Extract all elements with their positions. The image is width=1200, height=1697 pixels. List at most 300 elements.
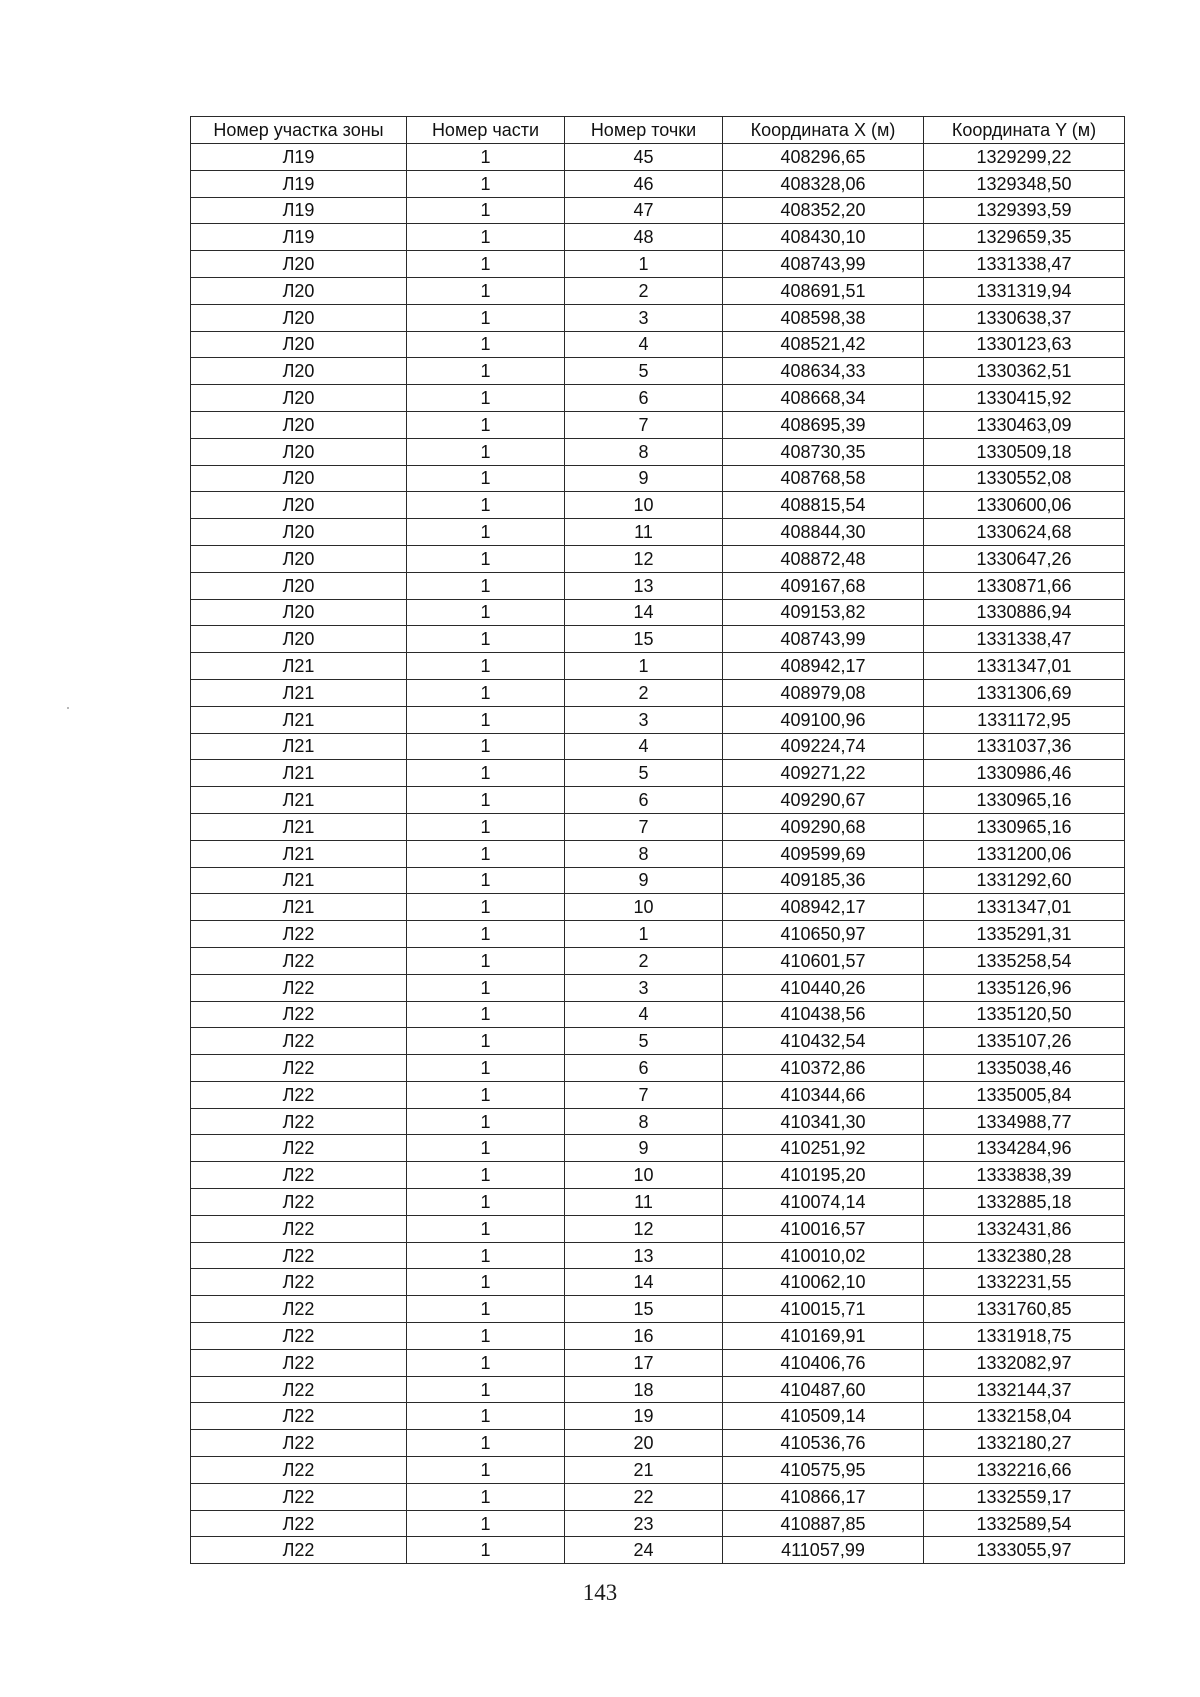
table-row: [191, 1349, 1125, 1376]
cell-coordinate-x: 410601,57: [723, 947, 924, 974]
cell-coordinate-y: 1331918,75: [924, 1323, 1125, 1350]
cell-point-number: 17: [565, 1349, 723, 1376]
cell-zone-section: Л20: [191, 599, 407, 626]
cell-point-number: 48: [565, 224, 723, 251]
cell-coordinate-x: 408768,58: [723, 465, 924, 492]
cell-coordinate-y: 1330647,26: [924, 545, 1125, 572]
cell-part-number: 1: [407, 813, 565, 840]
cell-point-number: 13: [565, 1242, 723, 1269]
table-row: [191, 1323, 1125, 1350]
cell-part-number: 1: [407, 304, 565, 331]
table-row: [191, 465, 1125, 492]
cell-coordinate-x: 408979,08: [723, 679, 924, 706]
cell-coordinate-x: 410015,71: [723, 1296, 924, 1323]
cell-coordinate-y: 1332231,55: [924, 1269, 1125, 1296]
cell-point-number: 9: [565, 465, 723, 492]
cell-coordinate-y: 1331338,47: [924, 251, 1125, 278]
cell-part-number: 1: [407, 1108, 565, 1135]
cell-part-number: 1: [407, 1269, 565, 1296]
table-row: [191, 1430, 1125, 1457]
cell-coordinate-y: 1330463,09: [924, 411, 1125, 438]
cell-coordinate-y: 1333055,97: [924, 1537, 1125, 1564]
table-row: [191, 947, 1125, 974]
cell-coordinate-y: 1331306,69: [924, 679, 1125, 706]
table-row: [191, 679, 1125, 706]
table-row: [191, 1189, 1125, 1216]
cell-zone-section: Л22: [191, 1430, 407, 1457]
cell-coordinate-x: 408942,17: [723, 653, 924, 680]
cell-coordinate-x: 408328,06: [723, 170, 924, 197]
cell-coordinate-x: 410887,85: [723, 1510, 924, 1537]
cell-part-number: 1: [407, 1001, 565, 1028]
table-row: [191, 626, 1125, 653]
table-row: [191, 1483, 1125, 1510]
cell-point-number: 47: [565, 197, 723, 224]
cell-zone-section: Л19: [191, 197, 407, 224]
cell-part-number: 1: [407, 1403, 565, 1430]
cell-point-number: 7: [565, 813, 723, 840]
table-row: [191, 1537, 1125, 1564]
cell-point-number: 3: [565, 974, 723, 1001]
cell-coordinate-y: 1329393,59: [924, 197, 1125, 224]
cell-coordinate-x: 408730,35: [723, 438, 924, 465]
cell-point-number: 14: [565, 1269, 723, 1296]
table-row: [191, 1242, 1125, 1269]
table-row: [191, 572, 1125, 599]
cell-coordinate-x: 408521,42: [723, 331, 924, 358]
cell-zone-section: Л22: [191, 1296, 407, 1323]
cell-coordinate-x: 410341,30: [723, 1108, 924, 1135]
cell-coordinate-y: 1333838,39: [924, 1162, 1125, 1189]
cell-part-number: 1: [407, 1457, 565, 1484]
cell-coordinate-y: 1331319,94: [924, 277, 1125, 304]
table-row: [191, 894, 1125, 921]
cell-coordinate-y: 1331200,06: [924, 840, 1125, 867]
cell-point-number: 1: [565, 251, 723, 278]
cell-coordinate-y: 1330624,68: [924, 519, 1125, 546]
cell-coordinate-y: 1335258,54: [924, 947, 1125, 974]
table-row: [191, 144, 1125, 171]
cell-coordinate-x: 410010,02: [723, 1242, 924, 1269]
cell-zone-section: Л22: [191, 1483, 407, 1510]
cell-zone-section: Л22: [191, 1055, 407, 1082]
cell-coordinate-y: 1329348,50: [924, 170, 1125, 197]
cell-part-number: 1: [407, 331, 565, 358]
cell-coordinate-x: 409153,82: [723, 599, 924, 626]
cell-zone-section: Л21: [191, 787, 407, 814]
cell-zone-section: Л22: [191, 1242, 407, 1269]
cell-point-number: 12: [565, 545, 723, 572]
cell-part-number: 1: [407, 465, 565, 492]
header-coordinate-y: Координата Y (м): [924, 117, 1125, 144]
cell-point-number: 6: [565, 385, 723, 412]
cell-coordinate-y: 1331760,85: [924, 1296, 1125, 1323]
cell-part-number: 1: [407, 411, 565, 438]
cell-zone-section: Л22: [191, 1081, 407, 1108]
cell-coordinate-y: 1330415,92: [924, 385, 1125, 412]
cell-coordinate-y: 1330638,37: [924, 304, 1125, 331]
cell-zone-section: Л21: [191, 813, 407, 840]
cell-coordinate-x: 410372,86: [723, 1055, 924, 1082]
cell-point-number: 3: [565, 706, 723, 733]
cell-coordinate-x: 408743,99: [723, 626, 924, 653]
table-row: [191, 840, 1125, 867]
cell-coordinate-y: 1332082,97: [924, 1349, 1125, 1376]
cell-coordinate-x: 410650,97: [723, 921, 924, 948]
cell-coordinate-y: 1332885,18: [924, 1189, 1125, 1216]
cell-part-number: 1: [407, 599, 565, 626]
cell-part-number: 1: [407, 1376, 565, 1403]
cell-coordinate-y: 1330871,66: [924, 572, 1125, 599]
cell-part-number: 1: [407, 545, 565, 572]
cell-zone-section: Л22: [191, 974, 407, 1001]
table-row: [191, 1108, 1125, 1135]
cell-point-number: 5: [565, 760, 723, 787]
cell-coordinate-x: 410169,91: [723, 1323, 924, 1350]
cell-coordinate-y: 1332158,04: [924, 1403, 1125, 1430]
cell-coordinate-y: 1332216,66: [924, 1457, 1125, 1484]
cell-zone-section: Л19: [191, 224, 407, 251]
cell-coordinate-x: 408668,34: [723, 385, 924, 412]
cell-coordinate-x: 408430,10: [723, 224, 924, 251]
table-row: [191, 224, 1125, 251]
cell-coordinate-x: 408872,48: [723, 545, 924, 572]
scan-speck: [67, 707, 69, 709]
table-row: [191, 867, 1125, 894]
cell-zone-section: Л20: [191, 358, 407, 385]
cell-zone-section: Л21: [191, 867, 407, 894]
cell-coordinate-y: 1330600,06: [924, 492, 1125, 519]
cell-coordinate-x: 411057,99: [723, 1537, 924, 1564]
cell-point-number: 11: [565, 1189, 723, 1216]
cell-zone-section: Л22: [191, 1537, 407, 1564]
cell-coordinate-y: 1332559,17: [924, 1483, 1125, 1510]
cell-zone-section: Л22: [191, 1349, 407, 1376]
cell-coordinate-y: 1335038,46: [924, 1055, 1125, 1082]
cell-zone-section: Л22: [191, 1001, 407, 1028]
table-row: [191, 197, 1125, 224]
cell-point-number: 5: [565, 1028, 723, 1055]
cell-point-number: 14: [565, 599, 723, 626]
cell-zone-section: Л20: [191, 304, 407, 331]
coordinates-table: [190, 116, 1125, 1564]
cell-zone-section: Л21: [191, 733, 407, 760]
table-row: [191, 358, 1125, 385]
table-row: [191, 974, 1125, 1001]
cell-coordinate-x: 408695,39: [723, 411, 924, 438]
cell-point-number: 22: [565, 1483, 723, 1510]
table-row: [191, 1215, 1125, 1242]
table-row: [191, 1135, 1125, 1162]
cell-coordinate-x: 410062,10: [723, 1269, 924, 1296]
table-row: [191, 921, 1125, 948]
page-number: 143: [582, 1580, 618, 1605]
cell-coordinate-x: 410575,95: [723, 1457, 924, 1484]
cell-part-number: 1: [407, 519, 565, 546]
cell-coordinate-y: 1331338,47: [924, 626, 1125, 653]
cell-part-number: 1: [407, 1323, 565, 1350]
cell-part-number: 1: [407, 1537, 565, 1564]
cell-coordinate-x: 408942,17: [723, 894, 924, 921]
cell-coordinate-x: 409100,96: [723, 706, 924, 733]
cell-part-number: 1: [407, 974, 565, 1001]
cell-point-number: 2: [565, 947, 723, 974]
cell-coordinate-y: 1331347,01: [924, 894, 1125, 921]
table-row: [191, 760, 1125, 787]
cell-point-number: 16: [565, 1323, 723, 1350]
cell-zone-section: Л21: [191, 894, 407, 921]
cell-part-number: 1: [407, 197, 565, 224]
cell-part-number: 1: [407, 921, 565, 948]
cell-coordinate-x: 410251,92: [723, 1135, 924, 1162]
cell-point-number: 2: [565, 679, 723, 706]
cell-point-number: 20: [565, 1430, 723, 1457]
cell-point-number: 6: [565, 1055, 723, 1082]
table-body: [191, 144, 1125, 1564]
cell-coordinate-x: 410074,14: [723, 1189, 924, 1216]
cell-coordinate-y: 1330886,94: [924, 599, 1125, 626]
cell-part-number: 1: [407, 1349, 565, 1376]
table-row: [191, 1457, 1125, 1484]
cell-zone-section: Л22: [191, 921, 407, 948]
cell-point-number: 10: [565, 492, 723, 519]
cell-point-number: 9: [565, 867, 723, 894]
cell-zone-section: Л20: [191, 251, 407, 278]
cell-coordinate-x: 410487,60: [723, 1376, 924, 1403]
cell-part-number: 1: [407, 1296, 565, 1323]
cell-coordinate-x: 410438,56: [723, 1001, 924, 1028]
cell-coordinate-y: 1334988,77: [924, 1108, 1125, 1135]
cell-part-number: 1: [407, 1055, 565, 1082]
cell-coordinate-y: 1330509,18: [924, 438, 1125, 465]
table-row: [191, 1376, 1125, 1403]
cell-part-number: 1: [407, 1135, 565, 1162]
cell-coordinate-x: 409599,69: [723, 840, 924, 867]
table-row: [191, 1028, 1125, 1055]
cell-zone-section: Л20: [191, 572, 407, 599]
cell-coordinate-x: 408815,54: [723, 492, 924, 519]
cell-zone-section: Л22: [191, 1215, 407, 1242]
cell-coordinate-x: 410016,57: [723, 1215, 924, 1242]
table-row: [191, 706, 1125, 733]
cell-zone-section: Л22: [191, 1028, 407, 1055]
cell-coordinate-y: 1334284,96: [924, 1135, 1125, 1162]
cell-part-number: 1: [407, 867, 565, 894]
cell-point-number: 1: [565, 653, 723, 680]
table-row: [191, 733, 1125, 760]
cell-zone-section: Л22: [191, 1403, 407, 1430]
cell-part-number: 1: [407, 894, 565, 921]
cell-point-number: 15: [565, 626, 723, 653]
cell-part-number: 1: [407, 706, 565, 733]
table-row: [191, 331, 1125, 358]
table-row: [191, 599, 1125, 626]
cell-part-number: 1: [407, 733, 565, 760]
cell-zone-section: Л21: [191, 679, 407, 706]
header-row: [191, 117, 1125, 144]
cell-coordinate-y: 1331037,36: [924, 733, 1125, 760]
cell-coordinate-x: 409224,74: [723, 733, 924, 760]
table-row: [191, 653, 1125, 680]
cell-coordinate-y: 1335291,31: [924, 921, 1125, 948]
cell-coordinate-x: 409290,67: [723, 787, 924, 814]
cell-coordinate-x: 410406,76: [723, 1349, 924, 1376]
table-row: [191, 813, 1125, 840]
table-row: [191, 787, 1125, 814]
cell-coordinate-y: 1331292,60: [924, 867, 1125, 894]
cell-coordinate-x: 408691,51: [723, 277, 924, 304]
cell-coordinate-y: 1330123,63: [924, 331, 1125, 358]
cell-point-number: 18: [565, 1376, 723, 1403]
cell-coordinate-x: 408844,30: [723, 519, 924, 546]
table-row: [191, 411, 1125, 438]
header-coordinate-x: Координата X (м): [723, 117, 924, 144]
cell-zone-section: Л22: [191, 1323, 407, 1350]
cell-zone-section: Л20: [191, 465, 407, 492]
cell-zone-section: Л20: [191, 438, 407, 465]
table-row: [191, 304, 1125, 331]
cell-point-number: 10: [565, 1162, 723, 1189]
cell-zone-section: Л22: [191, 1376, 407, 1403]
cell-zone-section: Л20: [191, 492, 407, 519]
cell-coordinate-x: 409271,22: [723, 760, 924, 787]
cell-point-number: 7: [565, 1081, 723, 1108]
cell-point-number: 21: [565, 1457, 723, 1484]
cell-zone-section: Л20: [191, 277, 407, 304]
table-row: [191, 1510, 1125, 1537]
cell-coordinate-x: 410509,14: [723, 1403, 924, 1430]
cell-part-number: 1: [407, 492, 565, 519]
cell-part-number: 1: [407, 385, 565, 412]
cell-zone-section: Л20: [191, 545, 407, 572]
cell-coordinate-y: 1332431,86: [924, 1215, 1125, 1242]
cell-coordinate-y: 1335126,96: [924, 974, 1125, 1001]
table-row: [191, 385, 1125, 412]
cell-coordinate-x: 410344,66: [723, 1081, 924, 1108]
cell-point-number: 10: [565, 894, 723, 921]
cell-point-number: 45: [565, 144, 723, 171]
cell-point-number: 8: [565, 438, 723, 465]
cell-point-number: 8: [565, 1108, 723, 1135]
table-row: [191, 277, 1125, 304]
cell-coordinate-y: 1335120,50: [924, 1001, 1125, 1028]
cell-coordinate-y: 1335107,26: [924, 1028, 1125, 1055]
cell-part-number: 1: [407, 1510, 565, 1537]
cell-part-number: 1: [407, 1430, 565, 1457]
header-part-number: Номер части: [407, 117, 565, 144]
cell-coordinate-y: 1332380,28: [924, 1242, 1125, 1269]
cell-coordinate-y: 1330362,51: [924, 358, 1125, 385]
cell-point-number: 12: [565, 1215, 723, 1242]
cell-coordinate-y: 1335005,84: [924, 1081, 1125, 1108]
cell-zone-section: Л22: [191, 1269, 407, 1296]
cell-coordinate-x: 408352,20: [723, 197, 924, 224]
table-header: [191, 117, 1125, 144]
cell-zone-section: Л21: [191, 706, 407, 733]
cell-part-number: 1: [407, 626, 565, 653]
cell-point-number: 4: [565, 1001, 723, 1028]
cell-coordinate-y: 1330986,46: [924, 760, 1125, 787]
cell-part-number: 1: [407, 840, 565, 867]
cell-part-number: 1: [407, 653, 565, 680]
cell-coordinate-x: 410432,54: [723, 1028, 924, 1055]
cell-point-number: 8: [565, 840, 723, 867]
cell-point-number: 13: [565, 572, 723, 599]
cell-zone-section: Л22: [191, 1457, 407, 1484]
table-row: [191, 438, 1125, 465]
cell-coordinate-x: 409167,68: [723, 572, 924, 599]
cell-zone-section: Л22: [191, 947, 407, 974]
table-row: [191, 492, 1125, 519]
cell-part-number: 1: [407, 1483, 565, 1510]
table-row: [191, 519, 1125, 546]
cell-coordinate-x: 408296,65: [723, 144, 924, 171]
cell-part-number: 1: [407, 947, 565, 974]
cell-point-number: 3: [565, 304, 723, 331]
cell-part-number: 1: [407, 251, 565, 278]
cell-zone-section: Л22: [191, 1108, 407, 1135]
cell-coordinate-y: 1330965,16: [924, 787, 1125, 814]
table-row: [191, 1269, 1125, 1296]
table-row: [191, 1403, 1125, 1430]
cell-part-number: 1: [407, 144, 565, 171]
cell-coordinate-y: 1331347,01: [924, 653, 1125, 680]
cell-part-number: 1: [407, 170, 565, 197]
cell-part-number: 1: [407, 1242, 565, 1269]
table-row: [191, 170, 1125, 197]
table-row: [191, 1055, 1125, 1082]
cell-zone-section: Л22: [191, 1135, 407, 1162]
cell-part-number: 1: [407, 679, 565, 706]
cell-point-number: 5: [565, 358, 723, 385]
cell-coordinate-x: 410195,20: [723, 1162, 924, 1189]
cell-part-number: 1: [407, 277, 565, 304]
cell-point-number: 7: [565, 411, 723, 438]
cell-point-number: 15: [565, 1296, 723, 1323]
cell-zone-section: Л21: [191, 653, 407, 680]
cell-part-number: 1: [407, 1028, 565, 1055]
cell-coordinate-x: 410440,26: [723, 974, 924, 1001]
cell-coordinate-y: 1332589,54: [924, 1510, 1125, 1537]
table-row: [191, 545, 1125, 572]
table-row: [191, 251, 1125, 278]
cell-point-number: 23: [565, 1510, 723, 1537]
cell-coordinate-x: 409185,36: [723, 867, 924, 894]
cell-zone-section: Л19: [191, 144, 407, 171]
cell-point-number: 4: [565, 733, 723, 760]
cell-zone-section: Л20: [191, 385, 407, 412]
cell-coordinate-y: 1330552,08: [924, 465, 1125, 492]
cell-coordinate-x: 408598,38: [723, 304, 924, 331]
cell-zone-section: Л21: [191, 840, 407, 867]
cell-part-number: 1: [407, 1081, 565, 1108]
cell-zone-section: Л21: [191, 760, 407, 787]
cell-part-number: 1: [407, 358, 565, 385]
table-row: [191, 1081, 1125, 1108]
cell-coordinate-x: 408743,99: [723, 251, 924, 278]
cell-zone-section: Л20: [191, 519, 407, 546]
table-row: [191, 1296, 1125, 1323]
cell-part-number: 1: [407, 1215, 565, 1242]
cell-point-number: 4: [565, 331, 723, 358]
cell-point-number: 19: [565, 1403, 723, 1430]
cell-coordinate-y: 1331172,95: [924, 706, 1125, 733]
cell-point-number: 2: [565, 277, 723, 304]
table-row: [191, 1162, 1125, 1189]
cell-part-number: 1: [407, 1189, 565, 1216]
cell-zone-section: Л22: [191, 1510, 407, 1537]
cell-zone-section: Л19: [191, 170, 407, 197]
